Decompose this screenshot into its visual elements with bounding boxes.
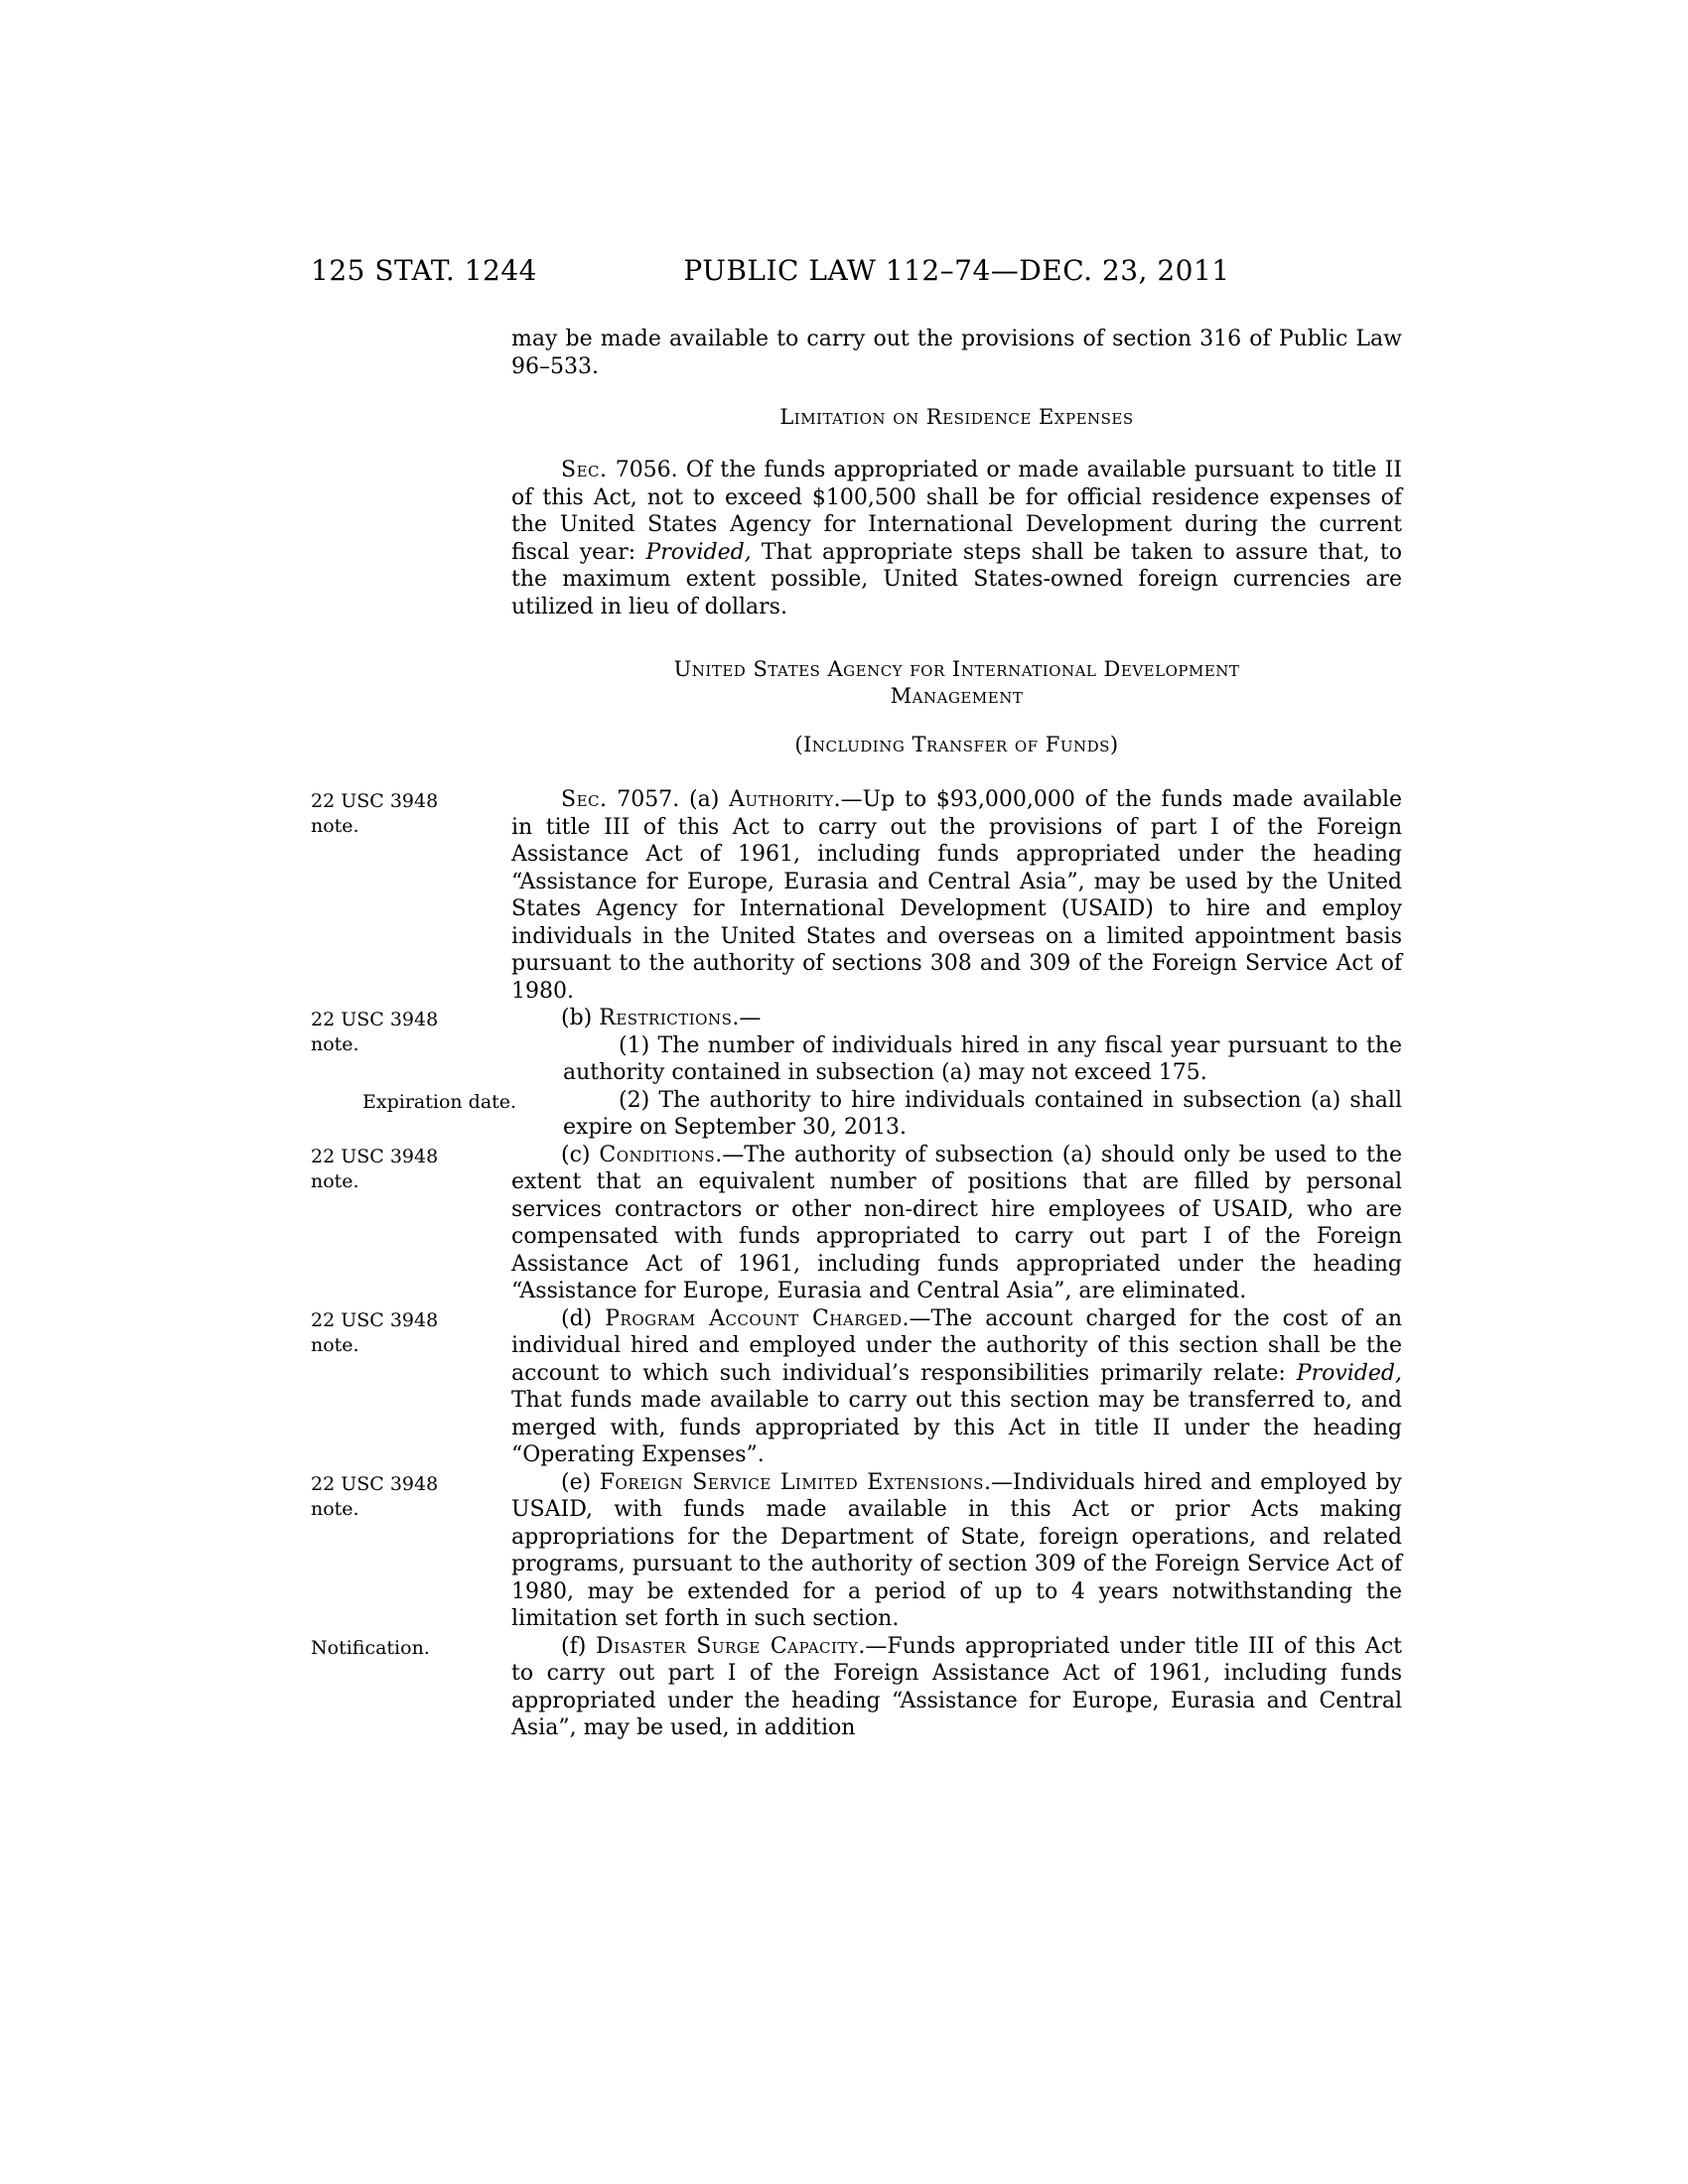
text-run: Provided, xyxy=(645,539,752,565)
text-run: Program Account Charged xyxy=(605,1305,903,1331)
text-run: That appropriate steps shall be taken to assure that, to the maximum extent possible, United States-owned foreign currencies are utilized in lieu of dollars. xyxy=(511,539,1402,619)
para-sec-7057-d xyxy=(311,1305,1402,1469)
text-run: .—Funds appropriated under title III of this Act to carry out part I of the Foreign Assistance Act of 1961, including funds appropriated under the heading “Assistance for Europe, Eurasia and Central Asia”, may be used, in addition xyxy=(511,1633,1402,1740)
text-run: .—The authority of subsection (a) should only be used to the extent that an equivalent number of positions that are filled by personal services contractors or other non-direct hire employees of USAID, who are compensated with funds appropriated to carry out part I of the Foreign Assistance Act of 1961, including funds appropriated under the heading “Assistance for Europe, Eurasia and Central Asia”, are eliminated. xyxy=(511,1142,1403,1303)
text-run: That funds made available to carry out this section may be transferred to, and merged with, funds appropriated by this Act in title II under the heading “Operating Expenses”. xyxy=(511,1388,1402,1467)
text-run: .—The account charged for the cost of an individual hired and employed under the authority of this section shall be the account to which such individual’s responsibilities primarily relate: xyxy=(511,1305,1402,1386)
text-run: .—Up to $93,000,000 of the funds made available in title III of this Act to carry out the provisions of part I of the Foreign Assistance Act of 1961, including funds appropriated under the heading “Assistance for Europe, Eurasia and Central Asia”, may be used by the United States Agency for International Development (USAID) to hire and employ individuals in the United States and overseas on a limited appointment basis pursuant to the authority of sections 308 and 309 of the Foreign Service Act of 1980. xyxy=(511,787,1402,1004)
para-continuation xyxy=(511,326,1402,380)
heading-line: Management xyxy=(890,684,1024,708)
text-run: 7056. Of the funds appropriated or made available pursuant to title II of this Act, not to exceed $100,500 shall be for official residence expenses of the United States Agency for International Development during the current fiscal year: xyxy=(511,458,1402,565)
text-run: (d) xyxy=(561,1305,606,1331)
text-run: .—Individuals hired and employed by USAID, with funds made available in this Act or prior Acts making appropriations for the Department of State, foreign operations, and related programs, pursuant to the authority of section 309 of the Foreign Service Act of 1980, may be extended for a period of up to 4 years notwithstanding the limitation set forth in such section. xyxy=(511,1469,1402,1631)
margin-note: 22 USC 3948 note. xyxy=(311,790,439,837)
para-sec-7057-b xyxy=(311,1005,1402,1055)
text-run: (1) The number of individuals hired in any fiscal year pursuant to the authority contained in subsection (a) may not exceed 175. xyxy=(563,1032,1402,1085)
text-run: (f) xyxy=(561,1633,596,1659)
margin-note: 22 USC 3948 note. xyxy=(311,1472,439,1520)
text-run: (e) xyxy=(561,1469,600,1495)
heading-line: United States Agency for International Development xyxy=(673,657,1240,681)
text-run: Disaster Surge Capacity xyxy=(595,1633,859,1659)
para-sec-7057-b2 xyxy=(362,1087,1402,1142)
text-run: (2) The authority to hire individuals contained in subsection (a) shall expire on September 30, 2013. xyxy=(563,1087,1402,1140)
text-run: (b) xyxy=(561,1006,600,1030)
stat-page-number: 125 STAT. 1244 xyxy=(311,254,537,287)
text-run: Sec. xyxy=(561,787,608,812)
margin-note: 22 USC 3948 note. xyxy=(311,1145,439,1192)
para-sec-7056 xyxy=(511,457,1402,620)
law-running-head: PUBLIC LAW 112–74—DEC. 23, 2011 xyxy=(683,254,1230,287)
text-run: 7057. (a) xyxy=(607,787,730,812)
heading-line: (Including Transfer of Funds) xyxy=(794,733,1119,756)
heading-line: Limitation on Residence Expenses xyxy=(779,405,1134,429)
text-run: Conditions xyxy=(599,1142,716,1167)
para-sec-7057-f xyxy=(311,1633,1402,1742)
text-run: may be made available to carry out the provisions of section 316 of Public Law 96–533. xyxy=(511,327,1402,379)
text-run: Authority xyxy=(729,787,834,812)
h-transfer xyxy=(511,732,1402,758)
text-run: Provided, xyxy=(1296,1360,1402,1386)
para-sec-7057-c xyxy=(311,1142,1403,1305)
h-limitation xyxy=(511,404,1402,431)
margin-note: Expiration date. xyxy=(362,1090,517,1113)
text-run: Restrictions xyxy=(599,1006,733,1030)
margin-note: 22 USC 3948 note. xyxy=(311,1009,439,1055)
para-sec-7057-a xyxy=(311,786,1402,1005)
margin-note: Notification. xyxy=(311,1636,430,1659)
text-run: .— xyxy=(732,1006,762,1030)
para-sec-7057-e xyxy=(311,1469,1402,1633)
h-usaid xyxy=(511,656,1402,710)
text-run: Sec. xyxy=(561,458,608,482)
text-run: (c) xyxy=(561,1142,600,1167)
para-sec-7057-b1 xyxy=(563,1032,1402,1087)
margin-note: 22 USC 3948 note. xyxy=(311,1308,439,1356)
document-body xyxy=(311,326,1403,1742)
text-run: Foreign Service Limited Extensions xyxy=(599,1469,984,1495)
